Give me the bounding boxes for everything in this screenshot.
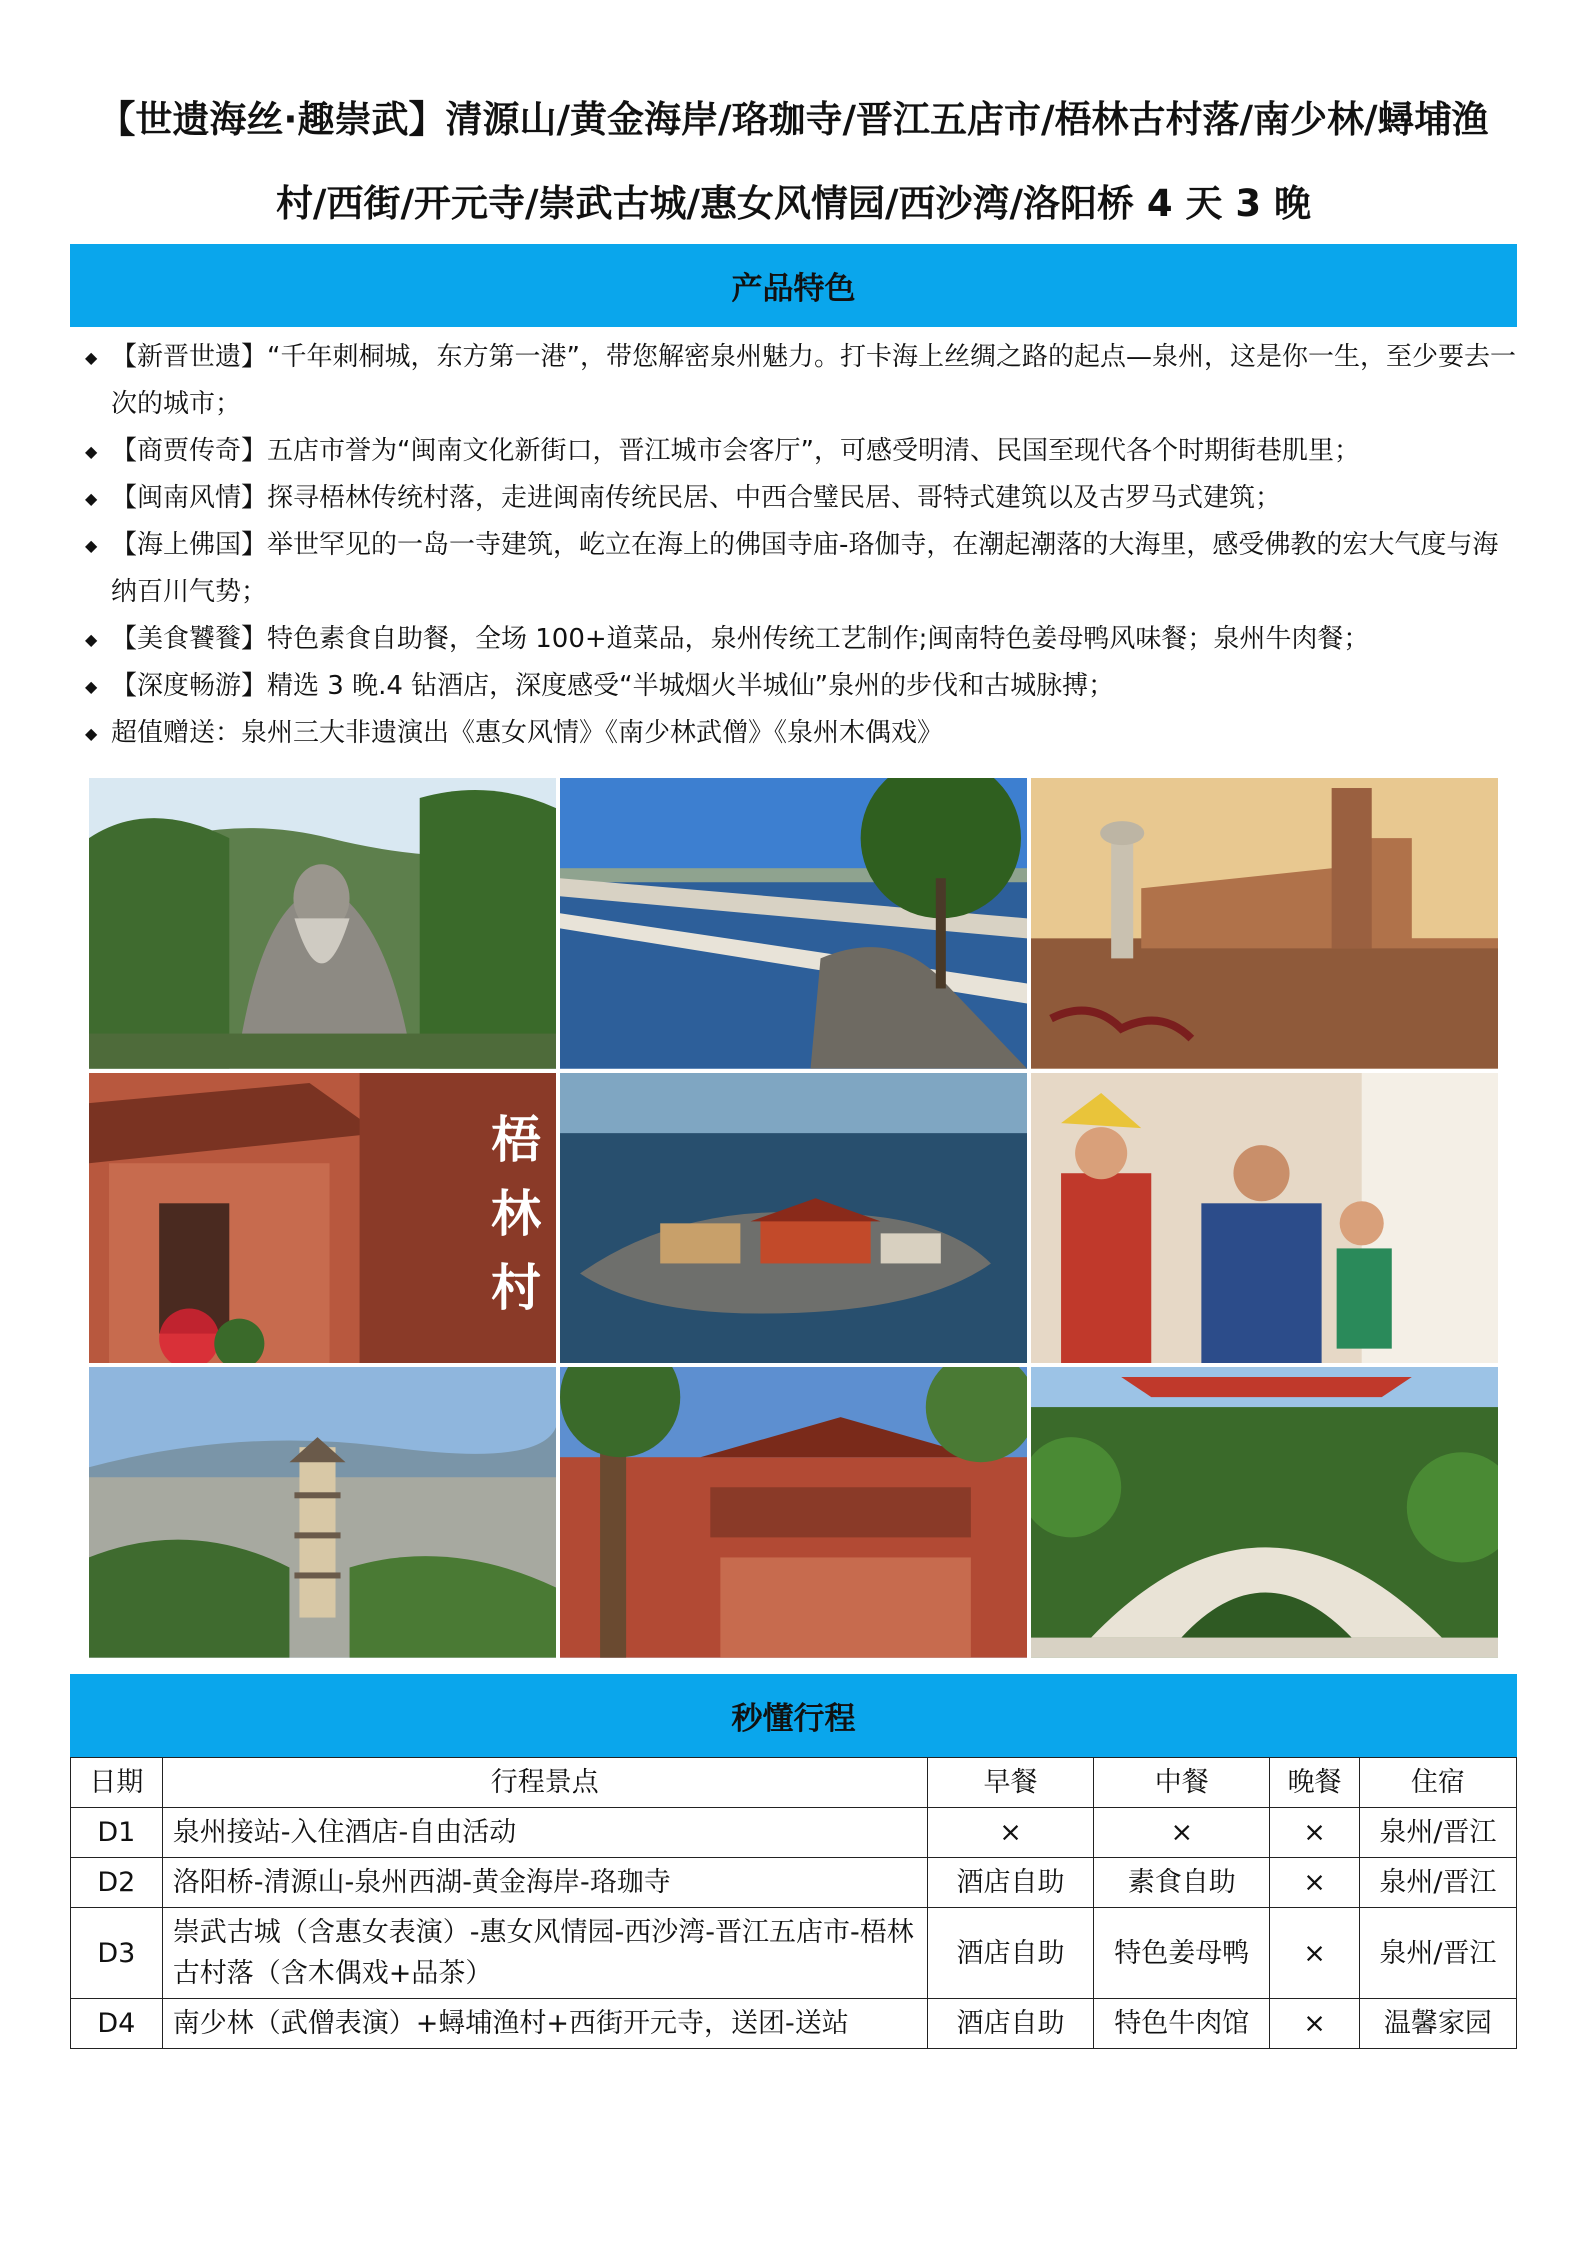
- cell-day: D1: [71, 1808, 163, 1858]
- diamond-bullet-icon: ◆: [85, 630, 98, 649]
- photo-luoyang-bridge: [560, 778, 1027, 1069]
- diamond-bullet-icon: ◆: [85, 677, 98, 696]
- cell-hotel: 温馨家园: [1359, 1999, 1516, 2049]
- photo-caption-wulin: 梧林村: [491, 1109, 541, 1317]
- cell-dinner: ×: [1270, 1908, 1359, 1999]
- feature-text: 超值赠送：泉州三大非遗演出《惠女风情》《南少林武僧》《泉州木偶戏》: [111, 718, 944, 748]
- feature-text: 【商贾传奇】五店市誉为“闽南文化新街口，晋江城市会客厅”，可感受明清、民国至现代各个时期街巷肌里；: [111, 436, 1360, 466]
- photo-arched-bridge: [1031, 1367, 1498, 1658]
- photo-gallery: [89, 778, 1498, 1658]
- title-line-2: 村/西街/开元寺/崇武古城/惠女风情园/西沙湾/洛阳桥 4 天 3 晚: [275, 182, 1312, 225]
- itinerary-banner: [70, 1674, 1517, 1757]
- diamond-bullet-icon: ◆: [85, 489, 98, 508]
- features-banner: [70, 244, 1517, 327]
- cell-lunch: ×: [1094, 1808, 1270, 1858]
- cell-dinner: ×: [1270, 1808, 1359, 1858]
- features-list: [85, 334, 1517, 757]
- feature-item: [85, 334, 1517, 428]
- table-row: [71, 1808, 1517, 1858]
- title-line-1: 【世遗海丝·趣崇武】清源山/黄金海岸/珞珈寺/晋江五店市/梧林古村落/南少林/蟳埔渔: [98, 98, 1489, 141]
- photo-chongwu-city-wall: [1031, 778, 1498, 1069]
- cell-dinner: ×: [1270, 1999, 1359, 2049]
- photo-luojia-temple-island: [560, 1073, 1027, 1364]
- column-header-route: 行程景点: [162, 1758, 927, 1808]
- diamond-bullet-icon: ◆: [85, 536, 98, 555]
- cell-route: 泉州接站-入住酒店-自由活动: [162, 1808, 927, 1858]
- column-header-breakfast: 早餐: [927, 1758, 1093, 1808]
- cell-breakfast: 酒店自助: [927, 1858, 1093, 1908]
- photo-laozi-statue: [89, 778, 556, 1069]
- itinerary-table: [70, 1757, 1517, 2049]
- cell-day: D3: [71, 1908, 163, 1999]
- cell-lunch: 特色姜母鸭: [1094, 1908, 1270, 1999]
- feature-text: 【闽南风情】探寻梧林传统村落，走进闽南传统民居、中西合璧民居、哥特式建筑以及古罗马式建筑；: [111, 483, 1282, 513]
- cell-breakfast: 酒店自助: [927, 1908, 1093, 1999]
- feature-item: [85, 522, 1517, 616]
- table-row: [71, 1908, 1517, 1999]
- features-heading: 产品特色: [731, 271, 856, 307]
- cell-hotel: 泉州/晋江: [1359, 1858, 1516, 1908]
- cell-lunch: 特色牛肉馆: [1094, 1999, 1270, 2049]
- feature-text: 【美食饕餮】特色素食自助餐，全场 100+道菜品，泉州传统工艺制作;闽南特色姜母鸭风味餐；泉州牛肉餐；: [111, 624, 1370, 654]
- feature-item: [85, 616, 1517, 663]
- feature-text: 【深度畅游】精选 3 晚.4 钻酒店，深度感受“半城烟火半城仙”泉州的步伐和古城脉搏；: [111, 671, 1115, 701]
- itinerary-heading: 秒懂行程: [731, 1701, 856, 1737]
- column-header-lunch: 中餐: [1094, 1758, 1270, 1808]
- cell-hotel: 泉州/晋江: [1359, 1808, 1516, 1858]
- page-title: [60, 78, 1527, 246]
- cell-lunch: 素食自助: [1094, 1858, 1270, 1908]
- photo-kaiyuan-pagoda: [89, 1367, 556, 1658]
- column-header-dinner: 晚餐: [1270, 1758, 1359, 1808]
- cell-route: 南少林（武僧表演）+蟳埔渔村+西街开元寺，送团-送站: [162, 1999, 927, 2049]
- table-header-row: [71, 1758, 1517, 1808]
- column-header-date: 日期: [71, 1758, 163, 1808]
- table-row: [71, 1858, 1517, 1908]
- table-row: [71, 1999, 1517, 2049]
- photo-wulin-village: [89, 1073, 556, 1364]
- cell-breakfast: ×: [927, 1808, 1093, 1858]
- photo-wudianshi-street: [560, 1367, 1027, 1658]
- feature-text: 【海上佛国】举世罕见的一岛一寺建筑，屹立在海上的佛国寺庙-珞伽寺，在潮起潮落的大海里，感受佛教的宏大气度与海纳百川气势；: [111, 530, 1499, 607]
- diamond-bullet-icon: ◆: [85, 348, 98, 367]
- feature-item: [85, 663, 1517, 710]
- cell-breakfast: 酒店自助: [927, 1999, 1093, 2049]
- feature-text: 【新晋世遗】“千年刺桐城，东方第一港”，带您解密泉州魅力。打卡海上丝绸之路的起点—泉州，这是你一生，至少要去一次的城市；: [111, 342, 1516, 419]
- feature-item: [85, 428, 1517, 475]
- cell-day: D2: [71, 1858, 163, 1908]
- column-header-hotel: 住宿: [1359, 1758, 1516, 1808]
- cell-route: 洛阳桥-清源山-泉州西湖-黄金海岸-珞珈寺: [162, 1858, 927, 1908]
- cell-day: D4: [71, 1999, 163, 2049]
- diamond-bullet-icon: ◆: [85, 724, 98, 743]
- diamond-bullet-icon: ◆: [85, 442, 98, 461]
- photo-huian-women: [1031, 1073, 1498, 1364]
- cell-hotel: 泉州/晋江: [1359, 1908, 1516, 1999]
- feature-item: [85, 475, 1517, 522]
- cell-route: 崇武古城（含惠女表演）-惠女风情园-西沙湾-晋江五店市-梧林古村落（含木偶戏+品茶）: [162, 1908, 927, 1999]
- cell-dinner: ×: [1270, 1858, 1359, 1908]
- feature-item: [85, 710, 1517, 757]
